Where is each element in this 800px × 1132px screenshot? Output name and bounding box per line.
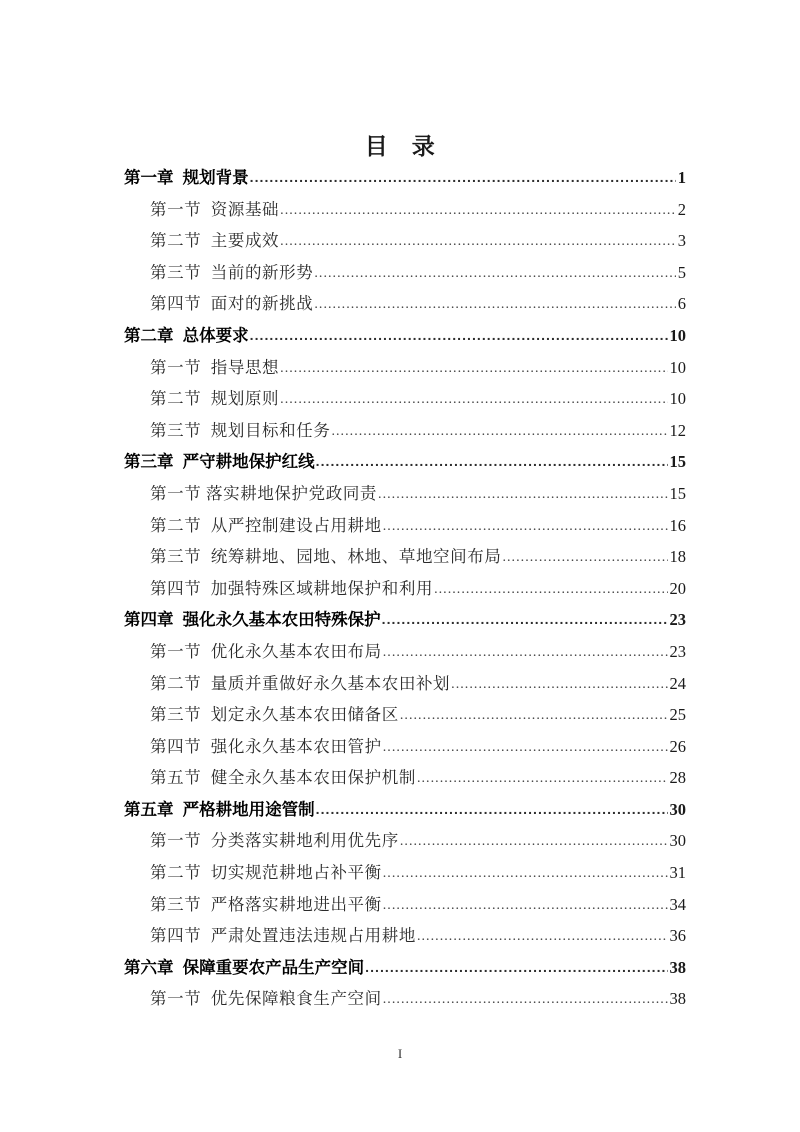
toc-entry-label: 第一节 落实耕地保护党政同责 [150, 483, 378, 503]
toc-entry-page-number: 23 [669, 610, 686, 630]
toc-section-entry[interactable] [150, 731, 686, 763]
toc-entry-label: 第一节 指导思想 [150, 357, 280, 377]
toc-entry-page-number: 16 [669, 515, 686, 535]
dot-leader [316, 446, 668, 478]
toc-entry-page-number: 12 [669, 420, 686, 440]
toc-entry-label: 第六章 保障重要农产品生产空间 [124, 958, 365, 977]
dot-leader [280, 352, 667, 384]
toc-entry-page-number: 30 [669, 831, 686, 851]
dot-leader [331, 415, 667, 447]
toc-entry-page-number: 1 [677, 168, 686, 187]
toc-entry-label: 第四章 强化永久基本农田特殊保护 [124, 611, 381, 630]
dot-leader [378, 478, 667, 510]
toc-entry-label: 第四节 加强特殊区域耕地保护和利用 [150, 578, 434, 598]
toc-entry-page-number: 10 [669, 389, 686, 409]
toc-section-entry[interactable] [150, 857, 686, 889]
toc-chapter-entry[interactable] [124, 952, 686, 984]
dot-leader [280, 194, 676, 226]
toc-entry-label: 第一节 资源基础 [150, 199, 280, 219]
dot-leader [316, 794, 668, 826]
toc-entry-page-number: 36 [669, 926, 686, 946]
toc-entry-page-number: 34 [669, 894, 686, 914]
toc-entry-label: 第五章 严格耕地用途管制 [124, 800, 315, 819]
toc-section-entry[interactable] [150, 225, 686, 257]
toc-section-entry[interactable] [150, 920, 686, 952]
toc-entry-page-number: 18 [669, 547, 686, 567]
toc-entry-page-number: 25 [669, 705, 686, 725]
toc-entry-page-number: 6 [677, 294, 686, 314]
toc-entry-page-number: 26 [669, 736, 686, 756]
toc-entry-label: 第二节 量质并重做好永久基本农田补划 [150, 673, 451, 693]
toc-section-entry[interactable] [150, 415, 686, 447]
dot-leader [434, 573, 667, 605]
page-number-footer: I [397, 1046, 403, 1061]
table-of-contents [124, 162, 686, 1015]
page-title: 目 录 [364, 133, 436, 159]
dot-leader [280, 225, 676, 257]
toc-section-entry[interactable] [150, 825, 686, 857]
toc-section-entry[interactable] [150, 762, 686, 794]
toc-section-entry[interactable] [150, 573, 686, 605]
toc-section-entry[interactable] [150, 352, 686, 384]
toc-entry-label: 第一节 优化永久基本农田布局 [150, 641, 382, 661]
toc-section-entry[interactable] [150, 478, 686, 510]
toc-section-entry[interactable] [150, 383, 686, 415]
toc-entry-page-number: 20 [669, 578, 686, 598]
dot-leader [417, 762, 668, 794]
toc-section-entry[interactable] [150, 510, 686, 542]
toc-section-entry[interactable] [150, 541, 686, 573]
dot-leader [400, 699, 668, 731]
toc-section-entry[interactable] [150, 983, 686, 1015]
toc-entry-page-number: 23 [669, 641, 686, 661]
toc-entry-page-number: 10 [669, 357, 686, 377]
toc-chapter-entry[interactable] [124, 320, 686, 352]
dot-leader [383, 889, 668, 921]
toc-entry-label: 第一节 分类落实耕地利用优先序 [150, 831, 399, 851]
toc-chapter-entry[interactable] [124, 604, 686, 636]
toc-entry-page-number: 38 [669, 989, 686, 1009]
dot-leader [280, 383, 667, 415]
toc-entry-page-number: 24 [669, 673, 686, 693]
toc-entry-label: 第三节 规划目标和任务 [150, 420, 331, 440]
dot-leader [383, 731, 668, 763]
dot-leader [383, 857, 668, 889]
toc-entry-label: 第三节 统筹耕地、园地、林地、草地空间布局 [150, 547, 502, 567]
dot-leader [314, 257, 675, 289]
dot-leader [365, 952, 667, 984]
toc-entry-page-number: 10 [669, 325, 686, 345]
toc-entry-label: 第四节 强化永久基本农田管护 [150, 736, 382, 756]
toc-entry-page-number: 15 [669, 452, 686, 472]
toc-section-entry[interactable] [150, 288, 686, 320]
toc-entry-label: 第二章 总体要求 [124, 326, 249, 345]
dot-leader [382, 604, 668, 636]
toc-entry-page-number: 3 [677, 231, 686, 251]
toc-section-entry[interactable] [150, 257, 686, 289]
toc-section-entry[interactable] [150, 889, 686, 921]
toc-entry-page-number: 28 [669, 768, 686, 788]
toc-entry-page-number: 31 [669, 863, 686, 883]
dot-leader [314, 288, 675, 320]
toc-entry-page-number: 5 [677, 262, 686, 282]
dot-leader [451, 668, 667, 700]
toc-entry-page-number: 15 [669, 483, 686, 503]
toc-entry-label: 第四节 严肃处置违法违规占用耕地 [150, 926, 416, 946]
toc-chapter-entry[interactable] [124, 446, 686, 478]
toc-entry-label: 第三节 划定永久基本农田储备区 [150, 705, 399, 725]
toc-chapter-entry[interactable] [124, 162, 686, 194]
dot-leader [383, 510, 668, 542]
toc-entry-label: 第三节 当前的新形势 [150, 262, 314, 282]
toc-entry-page-number: 30 [669, 799, 686, 819]
dot-leader [250, 320, 668, 352]
toc-entry-label: 第一节 优先保障粮食生产空间 [150, 989, 382, 1009]
dot-leader [502, 541, 667, 573]
toc-entry-label: 第二节 切实规范耕地占补平衡 [150, 863, 382, 883]
toc-section-entry[interactable] [150, 194, 686, 226]
toc-chapter-entry[interactable] [124, 794, 686, 826]
toc-entry-label: 第三节 严格落实耕地进出平衡 [150, 894, 382, 914]
dot-leader [400, 825, 668, 857]
toc-entry-label: 第三章 严守耕地保护红线 [124, 453, 315, 472]
dot-leader [417, 920, 668, 952]
dot-leader [250, 162, 676, 194]
toc-entry-label: 第一章 规划背景 [124, 169, 249, 187]
toc-entry-label: 第二节 主要成效 [150, 231, 280, 251]
toc-entry-page-number: 2 [677, 199, 686, 219]
toc-section-entry[interactable] [150, 668, 686, 700]
toc-entry-label: 第二节 规划原则 [150, 389, 280, 409]
toc-entry-label: 第五节 健全永久基本农田保护机制 [150, 768, 416, 788]
toc-section-entry[interactable] [150, 636, 686, 668]
toc-entry-page-number: 38 [669, 957, 686, 977]
toc-entry-label: 第四节 面对的新挑战 [150, 294, 314, 314]
dot-leader [383, 983, 668, 1015]
toc-section-entry[interactable] [150, 699, 686, 731]
dot-leader [383, 636, 668, 668]
toc-entry-label: 第二节 从严控制建设占用耕地 [150, 515, 382, 535]
